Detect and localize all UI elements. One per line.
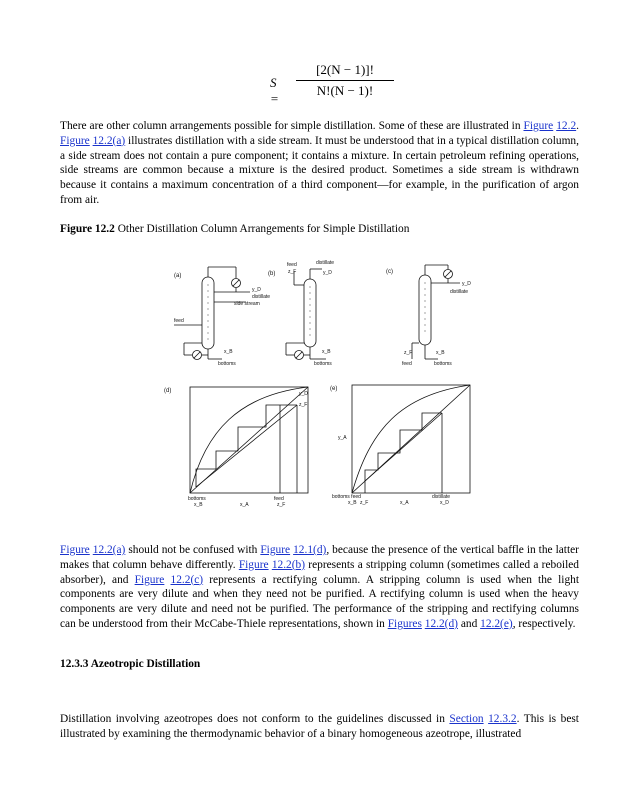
d-xb-label: x_B — [194, 502, 203, 508]
link-figure-12-2a[interactable]: 12.2(a) — [92, 544, 126, 556]
c-distillate-label: distillate — [450, 289, 469, 295]
a-feed-label: feed — [174, 318, 184, 324]
e-xa-label: x_A — [400, 500, 409, 506]
link-figure[interactable]: Figure — [60, 544, 90, 556]
c-xb-label: x_B — [436, 350, 445, 356]
e-distillate-label: distillate — [432, 494, 451, 500]
paragraph-column-arrangements — [60, 119, 579, 208]
text: , respectively. — [512, 617, 576, 630]
d-bottoms-label: bottoms — [188, 496, 206, 502]
d-zf-label: z_F — [299, 402, 308, 408]
column-a — [174, 267, 250, 360]
link-figure-12-2b[interactable]: 12.2(b) — [271, 558, 306, 571]
e-xd-label: x_D — [440, 500, 449, 506]
a-side-stream-label: side stream — [234, 301, 260, 307]
link-figure[interactable]: Figure — [60, 134, 90, 147]
text: illustrates distillation with a side stream. It must be understood that in a typical distillation column, a side stream does not contain a pure component; it contains a mixture. In certain petroleum refining operations, side streams are common because a mixture is the desired product. Sometimes a side stream is withdrawn because it contains a maximum concentration of a third component—for example, in the purification of argon from air. — [60, 134, 579, 206]
b-feed-label: feed — [287, 262, 297, 268]
link-figure-12-2[interactable]: 12.2 — [556, 120, 577, 132]
mccabe-thiele-d — [190, 387, 308, 493]
link-figure-12-2a[interactable]: 12.2(a) — [92, 134, 126, 147]
equation-numerator: [2(N − 1)]! — [296, 62, 394, 81]
e-bottoms-feed-label: bottoms feed — [332, 494, 361, 500]
text: , because the presence of the vertical baffle in the latter makes that column behave differently. — [60, 544, 579, 571]
link-figure-12-2d[interactable]: 12.2(d) — [424, 617, 458, 630]
c-zf-label: z_F — [404, 350, 413, 356]
b-xb-label: x_B — [322, 349, 331, 355]
link-figure-12-1d[interactable]: 12.1(d) — [293, 544, 327, 556]
b-zf-label: z_F — [288, 269, 297, 275]
text: should not be confused with — [125, 544, 261, 556]
text: represents a rectifying column. A stripping column is used when the light components are very dilute and when they need not be purified. A rectifying column is used when the heavy components are very dilute and need not be purified. The performance of the stripping and rectifying columns can be understood from their McCabe-Thiele representations, shown in — [60, 573, 579, 630]
paragraph-azeotropic — [60, 712, 579, 742]
d-yd-label: y_D — [299, 391, 308, 397]
text: There are other column arrangements possible for simple distillation. Some of these are illustrated in — [60, 120, 524, 132]
panel-d-label: (d) — [164, 388, 172, 394]
equation-lhs: S = — [270, 75, 279, 106]
caption-text: Other Distillation Column Arrangements for Simple Distillation — [114, 223, 410, 235]
paragraph-figure-discussion — [60, 543, 579, 632]
text: . This is best illustrated by examining the thermodynamic behavior of a binary homogeneous azeotrope, illustrated — [60, 713, 579, 740]
link-figure-12-2e[interactable]: 12.2(e) — [480, 617, 513, 630]
mccabe-thiele-e — [352, 385, 470, 493]
panel-b-label: (b) — [268, 271, 276, 277]
figure-caption — [60, 223, 409, 235]
b-yd-label: y_D — [323, 270, 332, 276]
figure-12-2 — [160, 255, 480, 515]
text: and — [457, 617, 481, 630]
c-bottoms-label: bottoms — [434, 361, 452, 367]
d-feed-label: feed — [274, 496, 284, 502]
text: represents a stripping column (sometimes called a reboiled absorber), and — [60, 558, 579, 586]
caption-label: Figure 12.2 — [60, 223, 115, 235]
a-xb-label: x_B — [224, 349, 233, 355]
c-feed-label: feed — [402, 361, 412, 367]
column-b — [286, 269, 326, 360]
d-xa-label: x_A — [240, 502, 249, 508]
link-section[interactable]: Section — [449, 713, 484, 725]
a-bottoms-label: bottoms — [218, 361, 236, 367]
e-xb-label: x_B — [348, 500, 357, 506]
equation-denominator: N!(N − 1)! — [316, 83, 374, 98]
c-yd-label: y_D — [462, 281, 471, 287]
link-figure[interactable]: Figure — [134, 573, 165, 586]
panel-a-label: (a) — [174, 273, 182, 279]
e-ya-label: y_A — [338, 435, 347, 441]
b-distillate-label: distillate — [316, 260, 335, 266]
link-figure-12-2c[interactable]: 12.2(c) — [170, 573, 204, 586]
link-section-12-3-2[interactable]: 12.3.2 — [488, 713, 517, 725]
link-figure[interactable]: Figure — [260, 544, 291, 556]
text: . — [576, 120, 579, 132]
text: Distillation involving azeotropes does not conform to the guidelines discussed in — [60, 713, 450, 725]
a-distillate-label: distillate — [252, 294, 271, 300]
b-bottoms-label: bottoms — [314, 361, 332, 367]
column-c — [412, 265, 460, 359]
panel-e-label: (e) — [330, 386, 338, 392]
equation-fraction — [296, 62, 394, 99]
section-heading: 12.3.3 Azeotropic Distillation — [60, 658, 201, 670]
link-figures[interactable]: Figures — [387, 617, 422, 630]
link-figure[interactable]: Figure — [523, 120, 554, 132]
a-yd-label: y_D — [252, 287, 261, 293]
panel-c-label: (c) — [386, 269, 393, 275]
link-figure[interactable]: Figure — [238, 558, 269, 571]
d-zf2-label: z_F — [277, 502, 286, 508]
e-zf-label: z_F — [360, 500, 369, 506]
